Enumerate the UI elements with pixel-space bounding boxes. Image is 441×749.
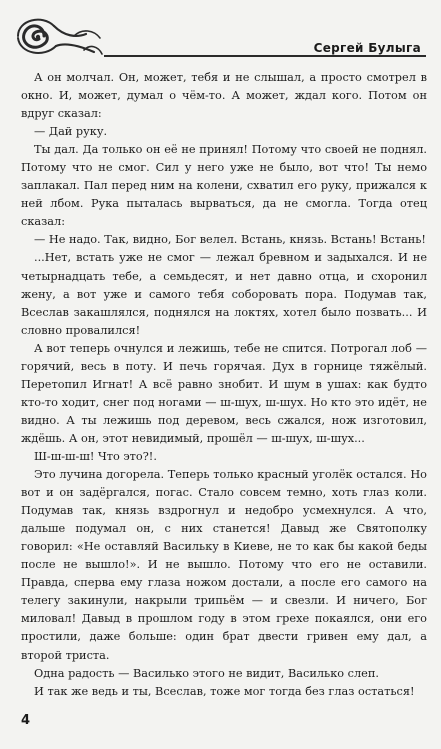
page-number: 4 [21, 713, 31, 728]
paragraph: А он молчал. Он, может, тебя и не слышал, а просто смотрел в окно. И, может, думал о чём-то. А может, ждал кого. Потом он вдруг сказал: [21, 71, 427, 121]
paragraph: — Дай руку. [34, 125, 108, 139]
paragraph: Ты дал. Да только он её не принял! Потому что своей не поднял. Потому что не смог. Сил у него уже не было, вот что! Ты немо заплакал. Пал перед ним на колени, схватил его руку, прижался к ней лбом. Рука пыталась вырваться, да не смогла. Тогда отец сказал: [21, 143, 427, 229]
running-header [0, 0, 441, 62]
paragraph: А вот теперь очнулся и лежишь, тебе не спится. Потрогал лоб — горячий, весь в поту. И печь горячая. Дух в горнице тяжёлый. Перетопил Игнат! А всё равно знобит. И шум в ушах: как будто кто-то ходит, снег под ногами — ш-шух, ш-шух. Но кто это идёт, не видно. А ты лежишь под деревом, весь сжался, нож изготовил, ждёшь. А он, этот невидимый, прошёл — ш-шух, ш-шух... [21, 341, 427, 445]
paragraph: Ш-ш-ш-ш! Что это?!. [34, 449, 157, 463]
paragraph: ...Нет, встать уже не смог — лежал бревном и задыхался. И не четырнадцать тебе, а семьдесят, и нет давно отца, и схоронил жену, а вот уже и самого тебя соборовать пора. Подумав так, Всеслав закашлялся, поднялся на локтях, хотел было позвать... И словно провалился! [21, 251, 427, 337]
paragraph: Одна радость — Василько этого не видит, Василько слеп. [34, 666, 379, 680]
body-text [21, 69, 427, 701]
paragraph: — Не надо. Так, видно, Бог велел. Встань, князь. Встань! Встань! [34, 233, 426, 247]
author-name: Сергей Булыга [313, 41, 421, 55]
paragraph: И так же ведь и ты, Всеслав, тоже мог тогда без глаз остаться! [34, 684, 415, 698]
decorative-swirl-ornament-icon [14, 14, 104, 58]
header-rule [104, 55, 426, 57]
paragraph: Это лучина догорела. Теперь только красный уголёк остался. Но вот и он задёргался, погас. Стало совсем темно, хоть глаз коли. Подумав так, князь вздрогнул и недобро усмехнулся. А что, дальше подумал он, с них станется! Давыд же Святополку говорил: «Не оставляй Васильку в Киеве, не то как бы какой беды после не вышло!». И не вышло. Потому что его не оставили. Правда, сперва ему глаза ножом достали, а после его самого на телегу закинули, накрыли трипьём — и свезли. И ничего, Бог миловал! Давыд в прошлом году в этом грехе покаялся, они его простили, даже больше: один брат двести гривен ему дал, а второй триста. [21, 468, 427, 662]
